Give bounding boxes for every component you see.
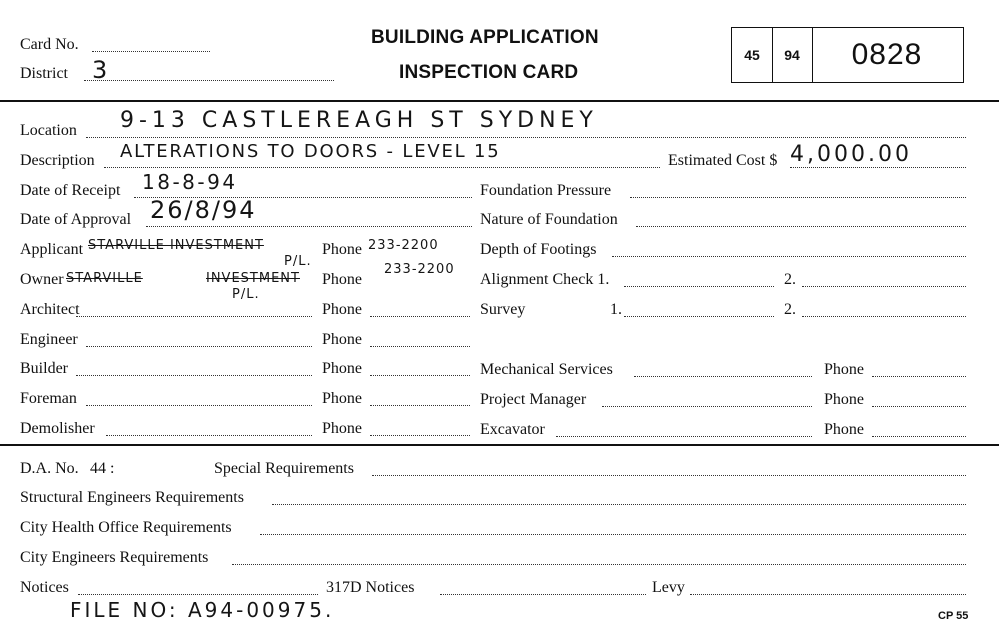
owner-value-1: STARVILLE	[66, 271, 143, 286]
engineer-phone-label: Phone	[322, 331, 362, 348]
district-line	[84, 80, 334, 81]
number-part-1: 45	[732, 28, 773, 82]
applicant-value: STARVILLE INVESTMENT	[88, 238, 264, 253]
builder-phone-label: Phone	[322, 360, 362, 377]
da-no-value: 44 :	[90, 460, 115, 477]
description-line	[104, 167, 660, 168]
card-no-label: Card No.	[20, 36, 79, 53]
foundation-pressure-line	[630, 197, 966, 198]
survey-2-label: 2.	[784, 301, 796, 318]
estimated-cost-line	[790, 167, 966, 168]
mechanical-phone-line	[872, 376, 966, 377]
location-line	[86, 137, 966, 138]
details-divider	[0, 444, 999, 446]
engineer-phone-line	[370, 346, 470, 347]
survey-1-label: 1.	[610, 301, 622, 318]
alignment-check-2-line	[802, 286, 966, 287]
location-label: Location	[20, 122, 77, 139]
form-title-line1: BUILDING APPLICATION	[371, 27, 599, 48]
builder-label: Builder	[20, 360, 68, 377]
demolisher-phone-line	[370, 435, 470, 436]
structural-requirements-label: Structural Engineers Requirements	[20, 489, 244, 506]
excavator-line	[556, 436, 812, 437]
alignment-check-2-label: 2.	[784, 271, 796, 288]
demolisher-label: Demolisher	[20, 420, 95, 437]
mechanical-phone-label: Phone	[824, 361, 864, 378]
card-no-line	[92, 51, 210, 52]
date-receipt-label: Date of Receipt	[20, 182, 121, 199]
file-number: FILE NO: A94-00975.	[70, 598, 335, 622]
foreman-phone-line	[370, 405, 470, 406]
architect-label: Architect	[20, 301, 80, 318]
architect-phone-label: Phone	[322, 301, 362, 318]
survey-label: Survey	[480, 301, 526, 318]
depth-footings-line	[612, 256, 966, 257]
foreman-label: Foreman	[20, 390, 77, 407]
district-label: District	[20, 65, 68, 82]
applicant-suffix: P/L.	[284, 254, 312, 269]
date-approval-line	[146, 226, 472, 227]
builder-phone-line	[370, 375, 470, 376]
date-receipt-value: 18-8-94	[142, 170, 238, 194]
number-part-3: 0828	[851, 38, 923, 71]
mechanical-line	[634, 376, 812, 377]
project-manager-line	[602, 406, 812, 407]
notices-317d-line	[440, 594, 646, 595]
health-requirements-label: City Health Office Requirements	[20, 519, 232, 536]
special-requirements-line	[372, 475, 966, 476]
foreman-line	[86, 405, 312, 406]
form-title-line2: INSPECTION CARD	[399, 62, 579, 83]
owner-label: Owner	[20, 271, 64, 288]
notices-label: Notices	[20, 579, 69, 596]
description-label: Description	[20, 152, 95, 169]
estimated-cost-value: 4,000.00	[790, 142, 912, 167]
engineer-label: Engineer	[20, 331, 78, 348]
excavator-phone-line	[872, 436, 966, 437]
demolisher-phone-label: Phone	[322, 420, 362, 437]
survey-2-line	[802, 316, 966, 317]
project-manager-phone-label: Phone	[824, 391, 864, 408]
owner-phone-value: 233-2200	[384, 262, 455, 277]
levy-label: Levy	[652, 579, 685, 596]
header-divider	[0, 100, 999, 102]
city-engineers-label: City Engineers Requirements	[20, 549, 209, 566]
notices-317d-label: 317D Notices	[326, 579, 415, 596]
description-value: ALTERATIONS TO DOORS - LEVEL 15	[120, 141, 501, 162]
applicant-phone-value: 233-2200	[368, 238, 439, 253]
mechanical-label: Mechanical Services	[480, 361, 613, 378]
special-requirements-label: Special Requirements	[214, 460, 354, 477]
location-value: 9-13 CASTLEREAGH ST SYDNEY	[120, 108, 598, 133]
foreman-phone-label: Phone	[322, 390, 362, 407]
engineer-line	[86, 346, 312, 347]
survey-1-line	[624, 316, 774, 317]
da-no-label: D.A. No.	[20, 460, 79, 477]
project-manager-label: Project Manager	[480, 391, 587, 408]
nature-foundation-label: Nature of Foundation	[480, 211, 618, 228]
city-engineers-line	[232, 564, 966, 565]
structural-requirements-line	[272, 504, 966, 505]
owner-suffix: P/L.	[232, 287, 260, 302]
application-number-box	[731, 27, 964, 83]
date-approval-value: 26/8/94	[150, 196, 257, 224]
applicant-label: Applicant	[20, 241, 84, 258]
architect-phone-line	[370, 316, 470, 317]
district-value: 3	[92, 56, 110, 84]
alignment-check-label: Alignment Check 1.	[480, 271, 610, 288]
owner-phone-label: Phone	[322, 271, 362, 288]
estimated-cost-label: Estimated Cost $	[668, 152, 778, 169]
levy-line	[690, 594, 966, 595]
notices-line	[78, 594, 318, 595]
form-code: CP 55	[938, 610, 969, 622]
alignment-check-1-line	[624, 286, 774, 287]
depth-footings-label: Depth of Footings	[480, 241, 597, 258]
architect-line	[76, 316, 312, 317]
nature-foundation-line	[636, 226, 966, 227]
project-manager-phone-line	[872, 406, 966, 407]
demolisher-line	[106, 435, 312, 436]
number-part-2: 94	[772, 28, 813, 82]
foundation-pressure-label: Foundation Pressure	[480, 182, 612, 199]
applicant-phone-label: Phone	[322, 241, 362, 258]
date-approval-label: Date of Approval	[20, 211, 132, 228]
builder-line	[76, 375, 312, 376]
excavator-label: Excavator	[480, 421, 545, 438]
owner-value-2: INVESTMENT	[206, 271, 300, 286]
excavator-phone-label: Phone	[824, 421, 864, 438]
health-requirements-line	[260, 534, 966, 535]
